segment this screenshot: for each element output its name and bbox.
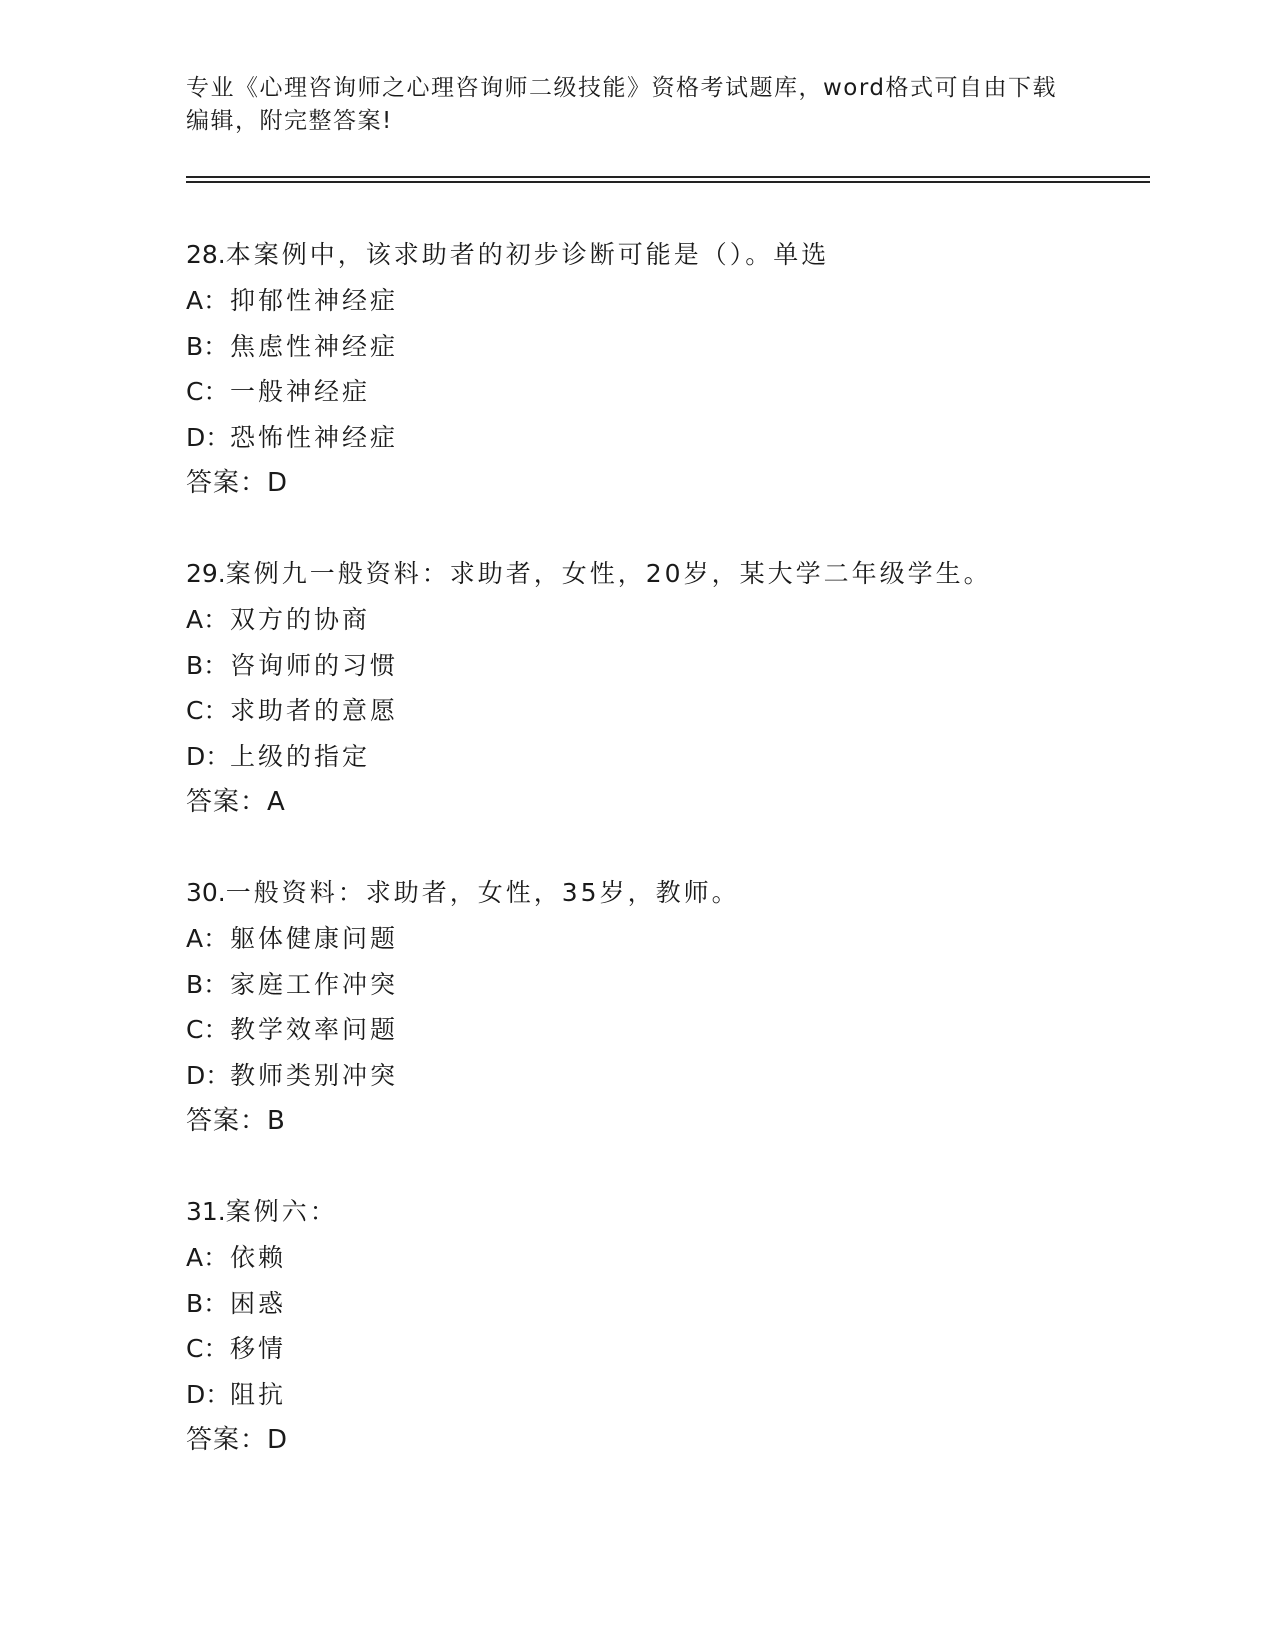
question-stem [186, 232, 1150, 278]
header-divider-top [186, 176, 1150, 178]
option-b [186, 643, 1150, 689]
question-stem [186, 1189, 1150, 1235]
option-text: 困惑 [230, 1288, 287, 1318]
option-b [186, 962, 1150, 1008]
question-stem [186, 551, 1150, 597]
option-text: 咨询师的习惯 [230, 650, 399, 680]
question-number: 31. [186, 1197, 226, 1226]
option-key: B： [186, 969, 229, 999]
option-key: C： [186, 1334, 229, 1363]
option-key: D： [186, 422, 231, 452]
option-key: B： [186, 331, 229, 361]
option-key: D： [186, 741, 231, 771]
option-a [186, 1235, 1150, 1281]
question-list [186, 232, 1150, 1508]
option-text: 焦虑性神经症 [230, 331, 399, 361]
option-text: 移情 [230, 1334, 287, 1363]
option-a [186, 916, 1150, 962]
option-text: 家庭工作冲突 [230, 969, 399, 999]
question-29 [186, 551, 1150, 870]
option-text: 教师类别冲突 [230, 1060, 399, 1090]
option-text: 躯体健康问题 [230, 924, 399, 953]
option-b [186, 1281, 1150, 1327]
option-c [186, 688, 1150, 734]
option-d [186, 415, 1150, 461]
option-text: 双方的协商 [230, 605, 371, 634]
option-c [186, 1007, 1150, 1053]
question-text: 本案例中，该求助者的初步诊断可能是（）。单选 [225, 240, 830, 269]
option-d [186, 1053, 1150, 1099]
question-text: 一般资料：求助者，女性，35岁，教师。 [225, 878, 740, 907]
option-a [186, 597, 1150, 643]
option-text: 阻抗 [230, 1379, 287, 1409]
answer-line: 答案：B [186, 1106, 286, 1136]
question-text: 案例九一般资料：求助者，女性，20岁，某大学二年级学生。 [225, 559, 992, 588]
option-key: D： [186, 1060, 231, 1090]
document-header [186, 72, 1086, 138]
option-key: C： [186, 1015, 229, 1044]
header-divider-bottom [186, 181, 1150, 183]
question-number: 28. [186, 240, 226, 269]
option-text: 一般神经症 [230, 377, 371, 406]
option-key: A： [186, 1243, 229, 1272]
question-30 [186, 870, 1150, 1189]
header-line-1: 专业《心理咨询师之心理咨询师二级技能》资格考试题库，word格式可自由下载 [186, 75, 1058, 101]
option-key: D： [186, 1379, 231, 1409]
question-number: 29. [186, 559, 226, 588]
option-c [186, 369, 1150, 415]
option-key: B： [186, 650, 229, 680]
answer-line: 答案：D [186, 1425, 289, 1455]
option-key: C： [186, 377, 229, 406]
option-b [186, 324, 1150, 370]
answer-line: 答案：D [186, 468, 289, 498]
answer-line: 答案：A [186, 787, 286, 817]
option-d [186, 734, 1150, 780]
option-key: A： [186, 924, 229, 953]
option-key: B： [186, 1288, 229, 1318]
option-key: C： [186, 696, 229, 725]
question-28 [186, 232, 1150, 551]
option-key: A： [186, 605, 229, 634]
question-number: 30. [186, 878, 226, 907]
question-31 [186, 1189, 1150, 1508]
option-text: 求助者的意愿 [230, 696, 399, 725]
option-c [186, 1326, 1150, 1372]
option-text: 抑郁性神经症 [230, 286, 399, 315]
option-text: 教学效率问题 [230, 1015, 399, 1044]
option-key: A： [186, 286, 229, 315]
option-text: 恐怖性神经症 [230, 422, 399, 452]
question-stem [186, 870, 1150, 916]
option-a [186, 278, 1150, 324]
option-text: 依赖 [230, 1243, 287, 1272]
option-d [186, 1372, 1150, 1418]
header-line-2: 编辑，附完整答案! [186, 108, 393, 134]
question-text: 案例六： [225, 1197, 338, 1226]
option-text: 上级的指定 [230, 741, 371, 771]
